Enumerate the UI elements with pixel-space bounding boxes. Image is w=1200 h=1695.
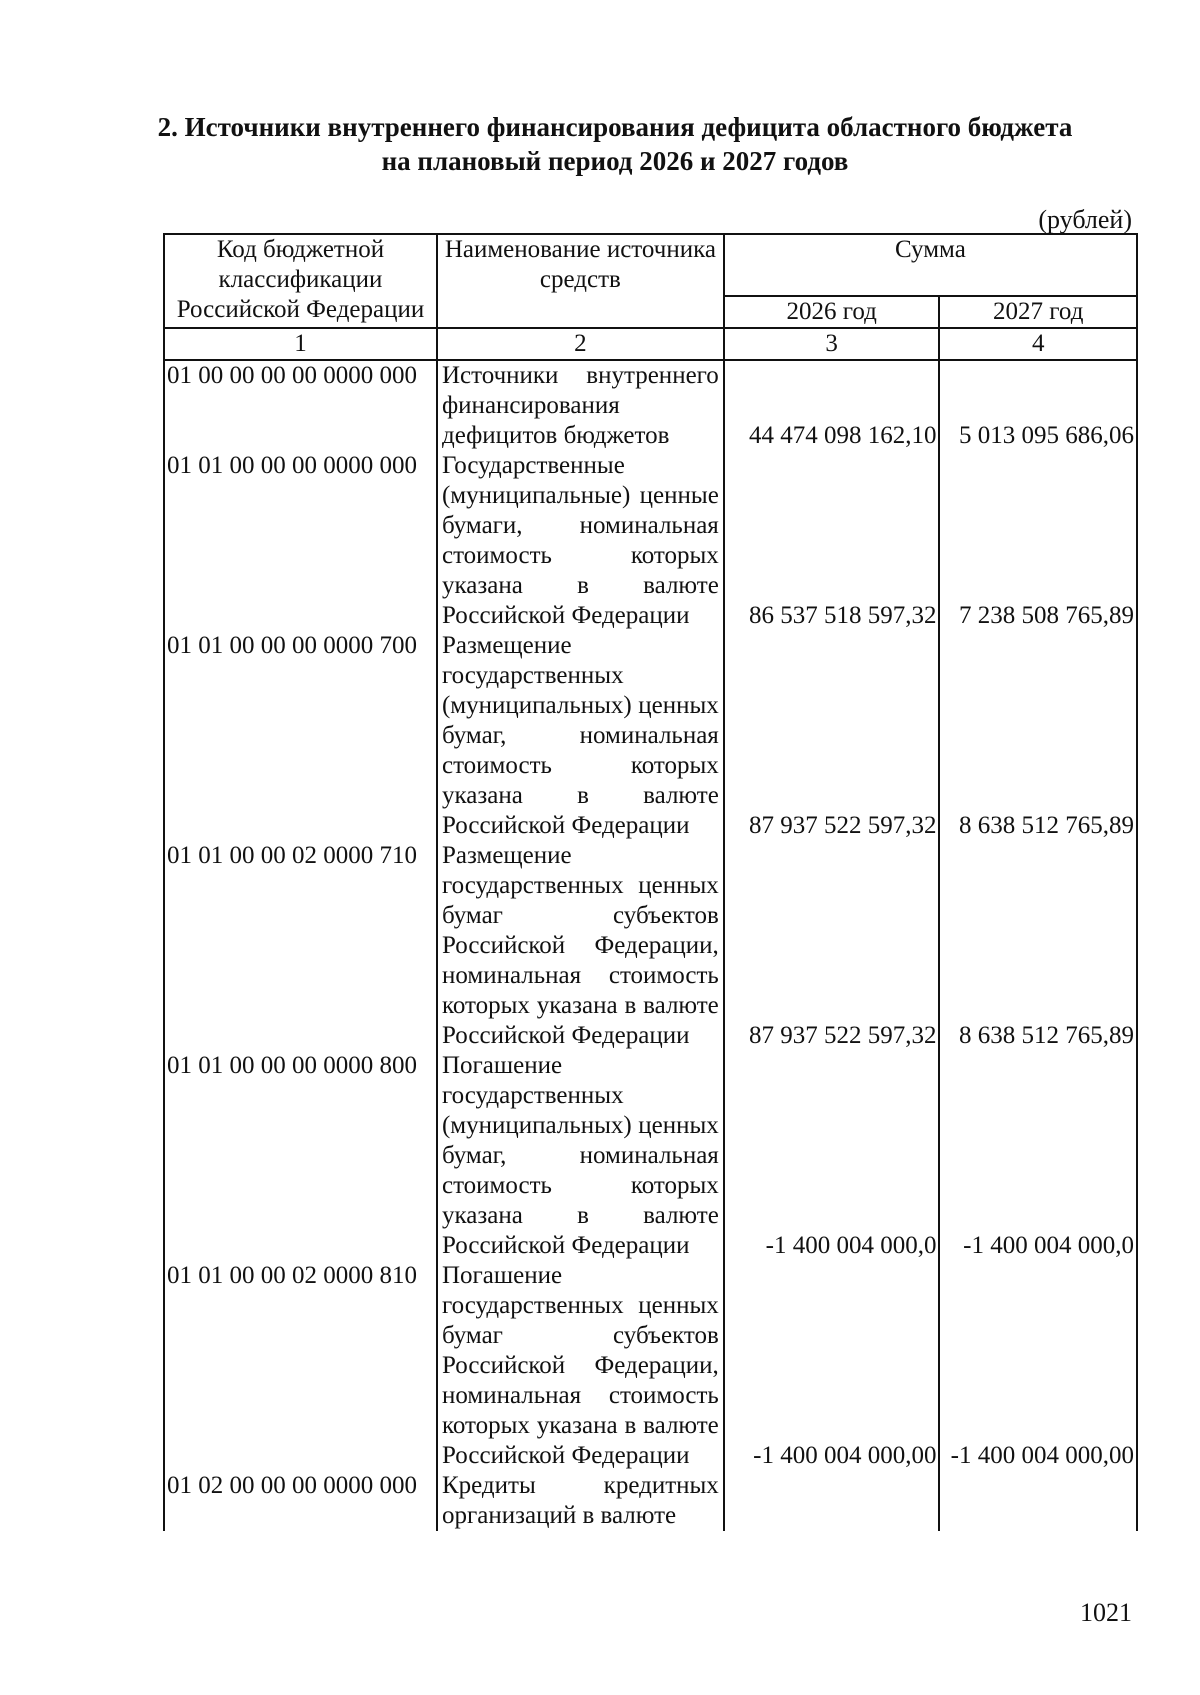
unit-label: (рублей) bbox=[1038, 205, 1132, 234]
header-sum: Сумма bbox=[724, 234, 1137, 296]
row-code: 01 00 00 00 00 0000 000 bbox=[164, 360, 437, 451]
row-amount-2027: 7 238 508 765,89 bbox=[939, 451, 1137, 631]
row-amount-2027 bbox=[939, 1471, 1137, 1531]
row-name: Размещение государственных (муниципальных) ценных бумаг, номинальная стоимость которых указана в валюте Российской Федерации bbox=[437, 631, 724, 841]
row-amount-2027: 8 638 512 765,89 bbox=[939, 631, 1137, 841]
row-name: Кредиты кредитных организаций в валюте bbox=[437, 1471, 724, 1531]
column-number-4: 4 bbox=[939, 328, 1137, 360]
header-name: Наименование источника средств bbox=[437, 234, 724, 328]
document-title bbox=[150, 110, 1080, 178]
header-year-2026: 2026 год bbox=[724, 296, 940, 328]
table-row bbox=[164, 360, 1137, 451]
table-row bbox=[164, 451, 1137, 631]
row-code: 01 01 00 00 00 0000 800 bbox=[164, 1051, 437, 1261]
row-amount-2026: 86 537 518 597,32 bbox=[724, 451, 940, 631]
table-row bbox=[164, 631, 1137, 841]
row-amount-2026: -1 400 004 000,00 bbox=[724, 1261, 940, 1471]
row-name: Погашение государственных (муниципальных) ценных бумаг, номинальная стоимость которых указана в валюте Российской Федерации bbox=[437, 1051, 724, 1261]
table-row bbox=[164, 1261, 1137, 1471]
row-name: Размещение государственных ценных бумаг субъектов Российской Федерации, номинальная стоимость которых указана в валюте Российской Федерации bbox=[437, 841, 724, 1051]
row-code: 01 01 00 00 00 0000 000 bbox=[164, 451, 437, 631]
row-amount-2027: -1 400 004 000,0 bbox=[939, 1051, 1137, 1261]
title-line-2: на плановый период 2026 и 2027 годов bbox=[381, 146, 849, 176]
financing-sources-table bbox=[163, 233, 1138, 1531]
header-year-2027: 2027 год bbox=[939, 296, 1137, 328]
row-code: 01 01 00 00 02 0000 810 bbox=[164, 1261, 437, 1471]
column-number-1: 1 bbox=[164, 328, 437, 360]
row-amount-2027: 5 013 095 686,06 bbox=[939, 360, 1137, 451]
column-number-2: 2 bbox=[437, 328, 724, 360]
row-code: 01 01 00 00 00 0000 700 bbox=[164, 631, 437, 841]
row-code: 01 02 00 00 00 0000 000 bbox=[164, 1471, 437, 1531]
column-number-3: 3 bbox=[724, 328, 940, 360]
row-amount-2026 bbox=[724, 1471, 940, 1531]
row-amount-2026: 44 474 098 162,10 bbox=[724, 360, 940, 451]
row-name: Погашение государственных ценных бумаг субъектов Российской Федерации, номинальная стоимость которых указана в валюте Российской Федерации bbox=[437, 1261, 724, 1471]
table-row bbox=[164, 841, 1137, 1051]
row-amount-2026: 87 937 522 597,32 bbox=[724, 841, 940, 1051]
row-code: 01 01 00 00 02 0000 710 bbox=[164, 841, 437, 1051]
row-amount-2027: -1 400 004 000,00 bbox=[939, 1261, 1137, 1471]
header-code: Код бюджетной классификации Российской Федерации bbox=[164, 234, 437, 328]
row-amount-2026: -1 400 004 000,0 bbox=[724, 1051, 940, 1261]
row-name: Государственные (муниципальные) ценные бумаги, номинальная стоимость которых указана в валюте Российской Федерации bbox=[437, 451, 724, 631]
table-row bbox=[164, 1471, 1137, 1531]
row-name: Источники внутреннего финансирования дефицитов бюджетов bbox=[437, 360, 724, 451]
page-number: 1021 bbox=[1080, 1598, 1132, 1627]
row-amount-2027: 8 638 512 765,89 bbox=[939, 841, 1137, 1051]
table-row bbox=[164, 1051, 1137, 1261]
row-amount-2026: 87 937 522 597,32 bbox=[724, 631, 940, 841]
title-line-1: 2. Источники внутреннего финансирования дефицита областного бюджета bbox=[157, 112, 1073, 142]
